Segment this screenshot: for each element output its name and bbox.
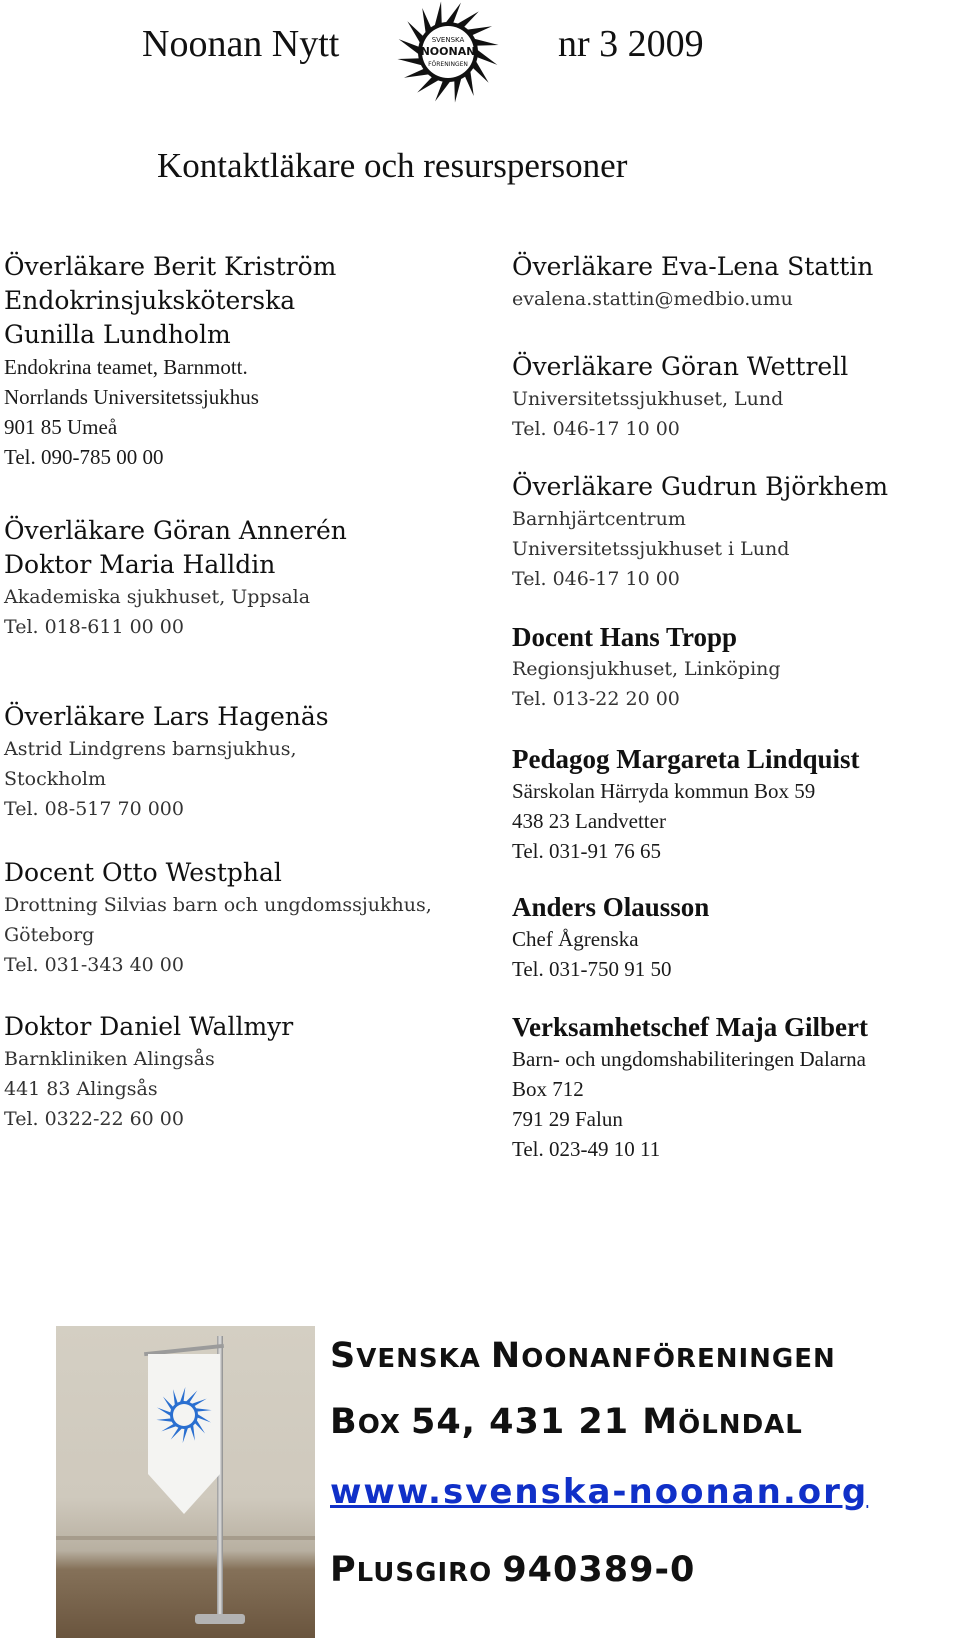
contact-line: 441 83 Alingsås bbox=[4, 1078, 158, 1100]
logo-text-svenska: SVENSKA bbox=[431, 36, 465, 44]
contact-name: Överläkare Gudrun Björkhem bbox=[512, 472, 889, 501]
contact-entry bbox=[4, 250, 336, 472]
contact-details bbox=[512, 776, 860, 866]
contact-names bbox=[512, 250, 873, 284]
contact-names bbox=[512, 350, 848, 384]
contact-name: Pedagog Margareta Lindquist bbox=[512, 744, 860, 774]
contact-name: Doktor Maria Halldin bbox=[4, 550, 276, 579]
contact-line: Barn- och ungdomshabiliteringen Dalarna bbox=[512, 1047, 866, 1071]
contact-name: Överläkare Lars Hagenäs bbox=[4, 702, 329, 731]
contact-name: Överläkare Eva-Lena Stattin bbox=[512, 252, 874, 281]
contact-name: Verksamhetschef Maja Gilbert bbox=[512, 1012, 868, 1042]
contact-entry bbox=[512, 620, 781, 714]
contact-line: Drottning Silvias barn och ungdomssjukhus, bbox=[4, 894, 432, 916]
contact-details bbox=[512, 384, 848, 444]
contact-entry bbox=[512, 742, 860, 866]
contact-line: Tel. 031-343 40 00 bbox=[4, 954, 184, 976]
contact-line: Tel. 090-785 00 00 bbox=[4, 445, 164, 469]
contact-email: evalena.stattin@medbio.umu bbox=[512, 288, 793, 310]
contact-line: Universitetssjukhuset i Lund bbox=[512, 538, 790, 560]
sun-ray bbox=[399, 39, 422, 56]
pennant-sun-icon bbox=[155, 1386, 213, 1444]
contact-entry bbox=[512, 250, 873, 314]
contact-entry bbox=[512, 350, 848, 444]
contact-details bbox=[4, 734, 329, 824]
contact-names bbox=[4, 514, 347, 582]
contact-names bbox=[512, 890, 709, 924]
contact-details bbox=[512, 1044, 868, 1164]
contact-details bbox=[512, 924, 709, 984]
contact-line: Tel. 018-611 00 00 bbox=[4, 616, 184, 638]
page-title: Kontaktläkare och resurspersoner bbox=[157, 146, 628, 185]
noonan-sun-logo bbox=[396, 0, 500, 104]
sun-ray bbox=[157, 1407, 172, 1417]
contact-line: Barnkliniken Alingsås bbox=[4, 1048, 215, 1070]
contact-entry bbox=[512, 890, 709, 984]
page-header bbox=[0, 0, 960, 110]
contact-name: Överläkare Berit Kriström bbox=[4, 252, 337, 281]
contact-names bbox=[4, 250, 336, 352]
contact-names bbox=[512, 742, 860, 776]
pennant-photo bbox=[56, 1326, 315, 1638]
contact-line: Tel. 046-17 10 00 bbox=[512, 568, 680, 590]
contact-line: Tel. 031-750 91 50 bbox=[512, 957, 672, 981]
contact-entry bbox=[4, 1010, 293, 1134]
contact-names bbox=[4, 1010, 293, 1044]
logo-text-foreningen: FÖRENINGEN bbox=[428, 61, 468, 68]
contact-line: Tel. 08-517 70 000 bbox=[4, 798, 184, 820]
logo-text-noonan: NOONAN bbox=[420, 45, 476, 58]
contact-line: Särskolan Härryda kommun Box 59 bbox=[512, 779, 816, 803]
sun-ray bbox=[196, 1413, 211, 1423]
sun-ray bbox=[444, 3, 461, 26]
contact-names bbox=[512, 620, 781, 654]
contact-name: Gunilla Lundholm bbox=[4, 320, 231, 349]
contact-entry bbox=[4, 856, 432, 980]
contact-entry bbox=[512, 470, 888, 594]
postal-address: BOX 54, 431 21 MÖLNDAL bbox=[330, 1402, 803, 1442]
contact-names bbox=[512, 470, 888, 504]
contact-details bbox=[512, 504, 888, 594]
contact-details bbox=[512, 654, 781, 714]
contact-entry bbox=[512, 1010, 868, 1164]
contact-details bbox=[4, 352, 336, 472]
contact-details bbox=[4, 890, 432, 980]
contact-line: 791 29 Falun bbox=[512, 1107, 623, 1131]
contact-name: Docent Hans Tropp bbox=[512, 622, 738, 652]
contact-line: Endokrina teamet, Barnmott. bbox=[4, 355, 248, 379]
contact-name: Anders Olausson bbox=[512, 892, 710, 922]
contact-entry bbox=[4, 700, 329, 824]
contact-line: Tel. 013-22 20 00 bbox=[512, 688, 680, 710]
flag-base bbox=[195, 1614, 245, 1624]
issue-number: nr 3 2009 bbox=[558, 23, 704, 65]
contact-names bbox=[512, 1010, 868, 1044]
newsletter-title: Noonan Nytt bbox=[142, 23, 340, 65]
contact-line: Astrid Lindgrens barnsjukhus, bbox=[4, 738, 297, 760]
contact-line: Norrlands Universitetssjukhus bbox=[4, 385, 259, 409]
contact-line: Tel. 031-91 76 65 bbox=[512, 839, 662, 863]
contact-name: Endokrinsjuksköterska bbox=[4, 286, 296, 315]
organization-name: SVENSKA NOONANFÖRENINGEN bbox=[330, 1336, 836, 1376]
plusgiro-number: PLUSGIRO 940389-0 bbox=[330, 1550, 696, 1590]
contact-entry bbox=[4, 514, 347, 642]
contact-line: Tel. 046-17 10 00 bbox=[512, 418, 680, 440]
contact-details bbox=[4, 582, 347, 642]
contact-line: Chef Ågrenska bbox=[512, 927, 639, 951]
contact-line: Tel. 0322-22 60 00 bbox=[4, 1108, 184, 1130]
wall-trim bbox=[56, 1536, 315, 1540]
contact-line: Barnhjärtcentrum bbox=[512, 508, 686, 530]
sun-ray bbox=[435, 79, 452, 102]
contact-name: Överläkare Göran Annerén bbox=[4, 516, 347, 545]
contact-line: 438 23 Landvetter bbox=[512, 809, 666, 833]
contact-names bbox=[4, 700, 329, 734]
contact-line: Stockholm bbox=[4, 768, 107, 790]
contact-line: Box 712 bbox=[512, 1077, 584, 1101]
contact-name: Överläkare Göran Wettrell bbox=[512, 352, 849, 381]
contact-line: Akademiska sjukhuset, Uppsala bbox=[4, 586, 311, 608]
contact-name: Docent Otto Westphal bbox=[4, 858, 282, 887]
contact-line: Göteborg bbox=[4, 924, 95, 946]
contact-line: 901 85 Umeå bbox=[4, 415, 118, 439]
website-link[interactable]: www.svenska-noonan.org bbox=[330, 1472, 869, 1512]
contact-details bbox=[512, 284, 873, 314]
contact-details bbox=[4, 1044, 293, 1134]
contact-line: Universitetssjukhuset, Lund bbox=[512, 388, 784, 410]
sun-ray bbox=[475, 48, 498, 65]
contact-line: Tel. 023-49 10 11 bbox=[512, 1137, 661, 1161]
contact-name: Doktor Daniel Wallmyr bbox=[4, 1012, 294, 1041]
contact-names bbox=[4, 856, 432, 890]
contact-line: Regionsjukhuset, Linköping bbox=[512, 658, 781, 680]
